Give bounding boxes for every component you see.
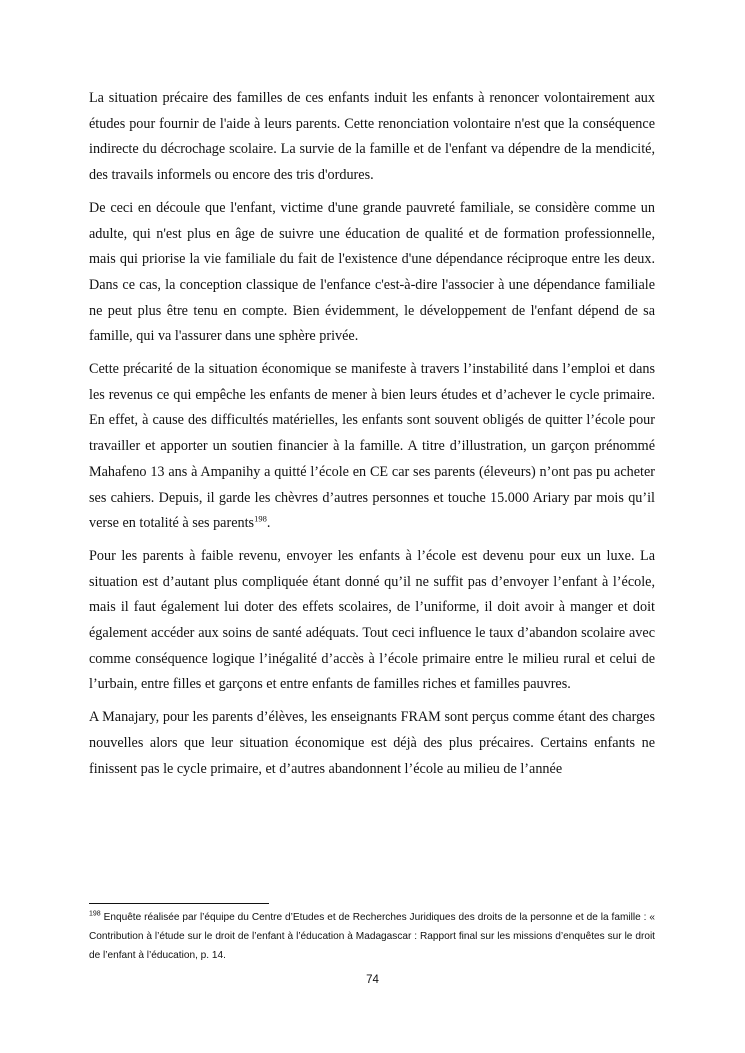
paragraph-1: La situation précaire des familles de ces enfants induit les enfants à renoncer volontairement aux études pour fournir de l'aide à leurs parents. Cette renonciation volontaire n'est que la conséquence indirecte du décrochage scolaire. La survie de la famille et de l'enfant va dépendre de la mendicité, des travails informels ou encore des tris d'ordures.: [89, 90, 655, 184]
paragraph-2: De ceci en découle que l'enfant, victime d'une grande pauvreté familiale, se considère comme un adulte, qui n'est plus en âge de suivre une éducation de qualité et de formation professionnelle, mais qui priorise la vie familiale du fait de l'existence d'une dépendance réciproque entre les deux. Dans ce cas, la conception classique de l'enfance c'est-à-dire l'associer à une dépendance familiale ne peut plus être tenu en compte. Bien évidemment, le développement de l'enfant dépend de sa famille, qui va l'assurer dans une sphère privée.: [89, 199, 655, 345]
footnote: [89, 908, 655, 965]
page-number: 74: [366, 974, 379, 986]
footnote-number: 198: [89, 910, 101, 918]
footnote-separator: [89, 903, 269, 904]
paragraph-5: A Manajary, pour les parents d’élèves, les enseignants FRAM sont perçus comme étant des charges nouvelles alors que leur situation économique est déjà des plus précaires. Certains enfants ne finissent pas le cycle primaire, et d’autres abandonnent l’école au milieu de l’année: [89, 709, 655, 777]
paragraph-3-text: Cette précarité de la situation économique se manifeste à travers l’instabilité dans l’emploi et dans les revenus ce qui empêche les enfants de mener à bien leurs études et d’achever le cycle primaire. En effet, à cause des difficultés matérielles, les enfants sont souvent obligés de quitter l’école pour travailler et apporter un soutien financier à la famille. A titre d’illustration, un garçon prénommé Mahafeno 13 ans à Ampanihy a quitté l’école en CE car ses parents (éleveurs) n’ont pas pu acheter ses cahiers. Depuis, il garde les chèvres d’autres personnes et touche 15.000 Ariary par mois qu’il verse en totalité à ses parents: [89, 361, 655, 532]
footnote-text: Enquête réalisée par l’équipe du Centre d’Etudes et de Recherches Juridiques des droits de la personne et de la famille : « Contribution à l’étude sur le droit de l’enfant à l’éducation à Madagascar : Rapport final sur les missions d’enquêtes sur le droit de l’enfant à l’éducation, p. 14.: [89, 912, 655, 961]
paragraph-4: Pour les parents à faible revenu, envoyer les enfants à l’école est devenu pour eux un luxe. La situation est d’autant plus compliquée étant donné qu’il ne suffit pas d’envoyer l’enfant à l’école, mais il faut également lui doter des effets scolaires, de l’uniforme, il doit avoir à manger et doit également accéder aux soins de santé adéquats. Tout ceci influence le taux d’abandon scolaire avec comme conséquence logique l’inégalité d’accès à l’école primaire entre le milieu rural et celui de l’urbain, entre filles et garçons et entre enfants de familles riches et familles pauvres.: [89, 547, 655, 693]
paragraph-3: [89, 357, 655, 537]
footnote-reference[interactable]: 198: [254, 513, 267, 524]
document-body: [89, 86, 655, 789]
paragraph-3-end: .: [266, 515, 271, 532]
